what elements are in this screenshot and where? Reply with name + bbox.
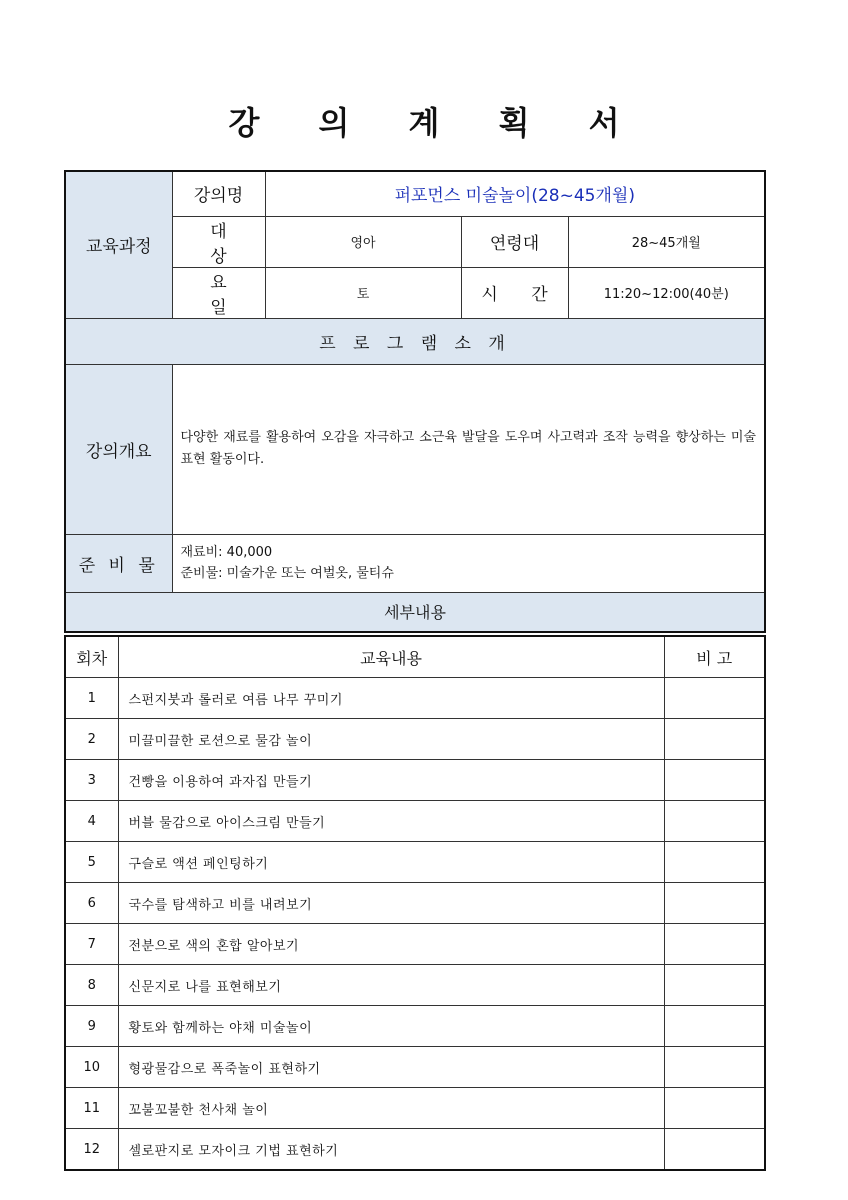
table-row [65, 1129, 765, 1171]
table-row [65, 760, 765, 801]
session-note [664, 924, 765, 965]
column-header-session: 회차 [65, 636, 118, 678]
table-row [65, 965, 765, 1006]
schedule-table [64, 635, 766, 1171]
table-row [65, 719, 765, 760]
session-content: 셀로판지로 모자이크 기법 표현하기 [118, 1129, 664, 1171]
document-title: 강 의 계 획 서 [228, 104, 644, 142]
session-number: 8 [65, 965, 118, 1006]
session-note [664, 1088, 765, 1129]
session-note [664, 1047, 765, 1088]
session-number: 5 [65, 842, 118, 883]
session-note [664, 678, 765, 719]
course-name: 퍼포먼스 미술놀이(28~45개월) [265, 171, 765, 216]
session-number: 12 [65, 1129, 118, 1171]
table-row [65, 1047, 765, 1088]
table-row [65, 678, 765, 719]
session-number: 3 [65, 760, 118, 801]
session-content: 꼬불꼬불한 천사채 놀이 [118, 1088, 664, 1129]
session-number: 7 [65, 924, 118, 965]
session-content: 미끌미끌한 로션으로 물감 놀이 [118, 719, 664, 760]
session-content: 전분으로 색의 혼합 알아보기 [118, 924, 664, 965]
session-note [664, 883, 765, 924]
column-header-content: 교육내용 [118, 636, 664, 678]
materials-items: 준비물: 미술가운 또는 여벌옷, 물티슈 [180, 566, 394, 581]
session-note [664, 965, 765, 1006]
time-value: 11:20~12:00(40분) [568, 267, 765, 318]
table-row [65, 842, 765, 883]
table-row [65, 883, 765, 924]
course-table [64, 170, 766, 633]
session-number: 9 [65, 1006, 118, 1047]
session-note [664, 842, 765, 883]
session-content: 버블 물감으로 아이스크림 만들기 [118, 801, 664, 842]
target-value: 영아 [265, 216, 461, 267]
table-row [65, 924, 765, 965]
schedule-header-row [65, 636, 765, 678]
session-number: 2 [65, 719, 118, 760]
materials-cell [172, 534, 765, 592]
session-number: 6 [65, 883, 118, 924]
session-note [664, 719, 765, 760]
materials-fee: 재료비: 40,000 [180, 545, 273, 560]
session-content: 황토와 함께하는 야채 미술놀이 [118, 1006, 664, 1047]
overview-text: 다양한 재료를 활용하여 오감을 자극하고 소근육 발달을 도우며 사고력과 조작 능력을 향상하는 미술 표현 활동이다. [172, 364, 765, 534]
table-row [65, 801, 765, 842]
session-number: 11 [65, 1088, 118, 1129]
column-header-note: 비 고 [664, 636, 765, 678]
program-header: 프 로 그 램 소 개 [65, 318, 765, 364]
plan-form [64, 170, 764, 1171]
session-note [664, 1129, 765, 1171]
course-name-label: 강의명 [172, 171, 265, 216]
session-content: 구슬로 액션 페인팅하기 [118, 842, 664, 883]
session-note [664, 801, 765, 842]
time-label: 시 간 [461, 267, 568, 318]
session-content: 국수를 탐색하고 비를 내려보기 [118, 883, 664, 924]
table-row [65, 1006, 765, 1047]
day-value: 토 [265, 267, 461, 318]
session-number: 1 [65, 678, 118, 719]
details-header: 세부내용 [65, 592, 765, 632]
course-section-label: 교육과정 [65, 171, 172, 318]
session-note [664, 760, 765, 801]
target-label: 대 상 [172, 216, 265, 267]
materials-label: 준 비 물 [65, 534, 172, 592]
age-value: 28~45개월 [568, 216, 765, 267]
schedule-body [65, 678, 765, 1171]
overview-label: 강의개요 [65, 364, 172, 534]
session-content: 형광물감으로 폭죽놀이 표현하기 [118, 1047, 664, 1088]
session-content: 건빵을 이용하여 과자집 만들기 [118, 760, 664, 801]
session-content: 신문지로 나를 표현해보기 [118, 965, 664, 1006]
session-number: 10 [65, 1047, 118, 1088]
day-label: 요 일 [172, 267, 265, 318]
session-number: 4 [65, 801, 118, 842]
session-content: 스펀지붓과 롤러로 여름 나무 꾸미기 [118, 678, 664, 719]
age-label: 연령대 [461, 216, 568, 267]
session-note [664, 1006, 765, 1047]
table-row [65, 1088, 765, 1129]
